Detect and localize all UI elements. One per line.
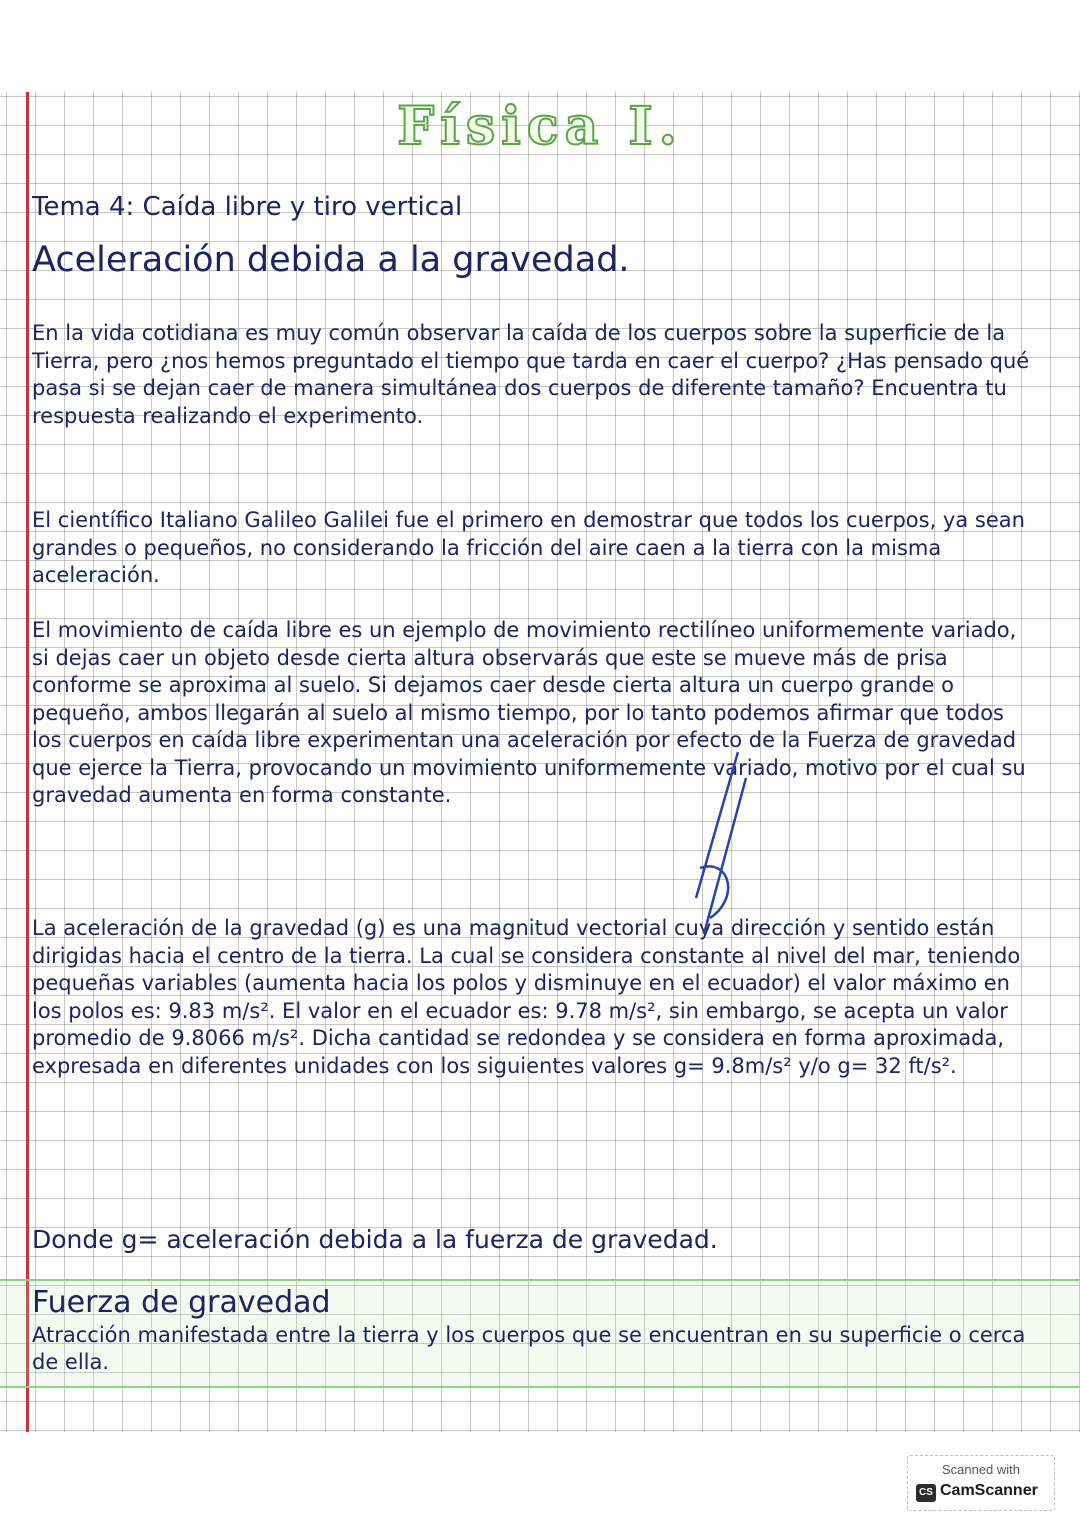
badge-caption: Scanned with	[941, 1462, 1021, 1477]
camscanner-logo-icon: CS	[916, 1484, 936, 1502]
paragraph-3: El movimiento de caída libre es un ejemplo de movimiento rectilíneo uniformemente variado, si dejas caer un objeto desde cierta altura observarás que este se mueve más de prisa conforme se aproxima al suelo. Si dejamos caer desde cierta altura un cuerpo grande o pequeño, ambos llegarán al suelo al mismo tiempo, por lo tanto podemos afirmar que todos los cuerpos en caída libre experimentan una aceleración por efecto de la Fuerza de gravedad que ejerce la Tierra, provocando un movimiento uniformemente variado, motivo por el cual su gravedad aumenta en forma constante.	[32, 618, 1026, 807]
box-heading: Fuerza de gravedad	[32, 1285, 331, 1320]
page-title: Física I.	[397, 96, 683, 157]
paragraph-1: En la vida cotidiana es muy común observar la caída de los cuerpos sobre la superficie de la Tierra, pero ¿nos hemos preguntado el tiempo que tarda en caer el cuerpo? ¿Has pensado qué pasa si se dejan caer de manera simultánea dos cuerpos de diferente tamaño? Encuentra tu respuesta realizando el experimento.	[32, 321, 1030, 428]
section-heading: Aceleración debida a la gravedad.	[32, 240, 630, 280]
topic-line: Tema 4: Caída libre y tiro vertical	[32, 192, 463, 222]
paragraph-2: El científico Italiano Galileo Galilei fue el primero en demostrar que todos los cuerpos, ya sean grandes o pequeños, no considerando la fricción del aire caen a la tierra con la misma aceleración.	[32, 508, 1025, 587]
margin-line	[26, 92, 29, 1432]
camscanner-badge	[907, 1455, 1055, 1511]
definition-line: Donde g= aceleración debida a la fuerza de gravedad.	[32, 1225, 718, 1254]
badge-brand: CamScanner	[940, 1482, 1038, 1499]
box-text: Atracción manifestada entre la tierra y los cuerpos que se encuentran en su superficie o cerca de ella.	[32, 1323, 1026, 1374]
paragraph-4: La aceleración de la gravedad (g) es una magnitud vectorial cuya dirección y sentido están dirigidas hacia el centro de la tierra. La cual se considera constante al nivel del mar, teniendo pequeñas variables (aumenta hacia los polos y disminuye en el ecuador) el valor máximo en los polos es: 9.83 m/s². El valor en el ecuador es: 9.78 m/s², sin embargo, se acepta un valor promedio de 9.8066 m/s². Dicha cantidad se redondea y se considera en forma aproximada, expresada en diferentes unidades con los siguientes valores g= 9.8m/s² y/o g= 32 ft/s².	[32, 916, 1021, 1078]
